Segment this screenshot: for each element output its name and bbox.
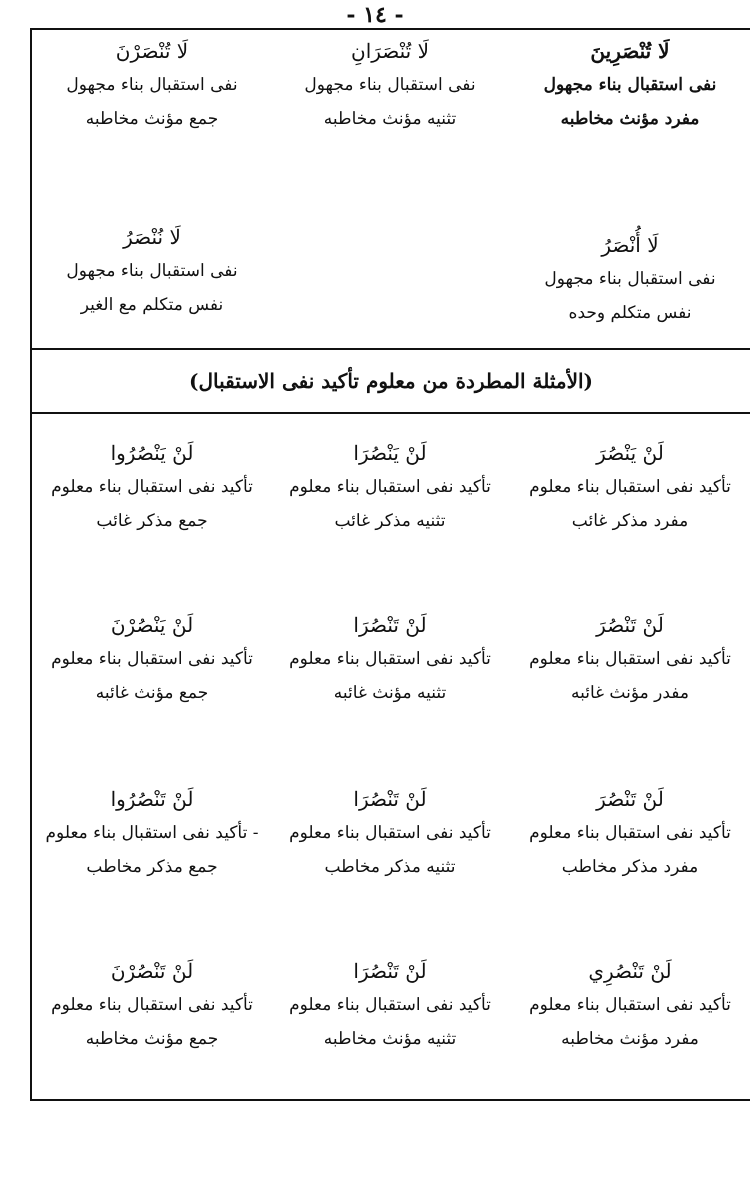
verb-description: تأكيد نفی استقبال بناء معلوم (289, 649, 491, 669)
verb-person: مفدر مؤنث غائبه (570, 683, 689, 703)
verb-description: نفی استقبال بناء مجهول (66, 261, 238, 281)
verb-person: جمع مؤنث مخاطبه (85, 1029, 219, 1049)
verb-person: جمع مؤنث غائبه (95, 683, 209, 703)
verb-form: لَنْ تَنْصُرْنَ (110, 959, 194, 983)
verb-description: تأكيد نفی استقبال بناء معلوم (51, 477, 253, 497)
verb-person: نفس متکلم وحده (568, 303, 692, 323)
verb-form: لَا تُنْصَرِينَ (590, 39, 670, 63)
conjugation-cell (510, 436, 750, 538)
page-number: - ١٤ - (346, 2, 404, 28)
verb-form: لَا تُنْصَرَانِ (351, 39, 429, 63)
verb-form: لَنْ تَنْصُرَ (596, 787, 664, 811)
section-heading: (الأمثلة المطردة من معلوم تأكيد نفی الاستقبال) (32, 348, 750, 414)
verb-description: تأكيد نفی استقبال بناء معلوم (529, 823, 731, 843)
verb-person: جمع مذكر مخاطب (86, 857, 218, 877)
verb-person: جمع مؤنث مخاطبه (85, 109, 219, 129)
verb-form: لَنْ تَنْصُرَ (596, 613, 664, 637)
verb-form: لَنْ تَنْصُرَا (353, 613, 427, 637)
conjugation-cell (510, 228, 750, 330)
conjugation-cell (510, 608, 750, 710)
verb-description: تأكيد نفی استقبال بناء معلوم (289, 995, 491, 1015)
verb-person: تثنيه مؤنث مخاطبه (323, 1029, 457, 1049)
conjugation-cell (270, 436, 510, 538)
verb-form: لَا نُنْصَرُ (123, 225, 181, 249)
conjugation-cell (510, 782, 750, 884)
verb-description: تأكيد نفی استقبال بناء معلوم (51, 995, 253, 1015)
verb-form: لَنْ تَنْصُرِي (588, 959, 672, 983)
active-section (32, 414, 750, 1101)
verb-description: نفی استقبال بناء مجهول (304, 75, 476, 95)
verb-form: لَنْ تَنْصُرُوا (110, 787, 194, 811)
conjugation-cell (32, 954, 272, 1056)
verb-description: تأكيد نفی استقبال بناء معلوم (529, 649, 731, 669)
verb-form: لَا أُنْصَرُ (601, 233, 659, 257)
verb-person: مفرد مؤنث مخاطبه (561, 1029, 699, 1049)
verb-form: لَنْ يَنْصُرُوا (110, 441, 194, 465)
verb-person: جمع مذكر غائب (96, 511, 208, 531)
verb-person: تثنيه مؤنث غائبه (333, 683, 447, 703)
verb-form: لَنْ يَنْصُرَ (596, 441, 664, 465)
verb-description: تأكيد نفی استقبال بناء معلوم (529, 477, 731, 497)
verb-description: تأكيد نفی استقبال بناء معلوم (529, 995, 731, 1015)
verb-description: نفی استقبال بناء مجهول (544, 269, 716, 289)
conjugation-cell (32, 436, 272, 538)
conjugation-table (30, 28, 750, 1101)
verb-form: لَنْ تَنْصُرَا (353, 959, 427, 983)
verb-person: مفرد مذكر غائب (571, 511, 689, 531)
passive-section (32, 30, 750, 348)
verb-form: لَنْ يَنْصُرْنَ (110, 613, 194, 637)
verb-description: - تأكيد نفی استقبال بناء معلوم (45, 823, 259, 843)
verb-description: نفی استقبال بناء مجهول (543, 75, 717, 95)
conjugation-cell (510, 954, 750, 1056)
verb-person: مفرد مذكر مخاطب (561, 857, 699, 877)
verb-form: لَنْ يَنْصُرَا (353, 441, 427, 465)
conjugation-cell (32, 34, 272, 136)
verb-person: تثنيه مذكر مخاطب (324, 857, 456, 877)
verb-person: مفرد مؤنث مخاطبه (560, 109, 700, 129)
verb-person: تثنیه مؤنث مخاطبه (323, 109, 457, 129)
conjugation-cell (32, 782, 272, 884)
verb-person: نفس متکلم مع الغیر (80, 295, 224, 315)
conjugation-cell (510, 34, 750, 136)
conjugation-cell (270, 782, 510, 884)
verb-description: تأكيد نفی استقبال بناء معلوم (289, 823, 491, 843)
verb-form: لَا تُنْصَرْنَ (115, 39, 189, 63)
verb-person: تثنيه مذكر غائب (334, 511, 446, 531)
conjugation-cell (32, 220, 272, 322)
verb-description: نفی استقبال بناء مجهول (66, 75, 238, 95)
conjugation-cell (270, 608, 510, 710)
verb-description: تأكيد نفی استقبال بناء معلوم (289, 477, 491, 497)
conjugation-cell (32, 608, 272, 710)
conjugation-cell (270, 34, 510, 136)
conjugation-cell (270, 954, 510, 1056)
verb-form: لَنْ تَنْصُرَا (353, 787, 427, 811)
verb-description: تأكيد نفی استقبال بناء معلوم (51, 649, 253, 669)
